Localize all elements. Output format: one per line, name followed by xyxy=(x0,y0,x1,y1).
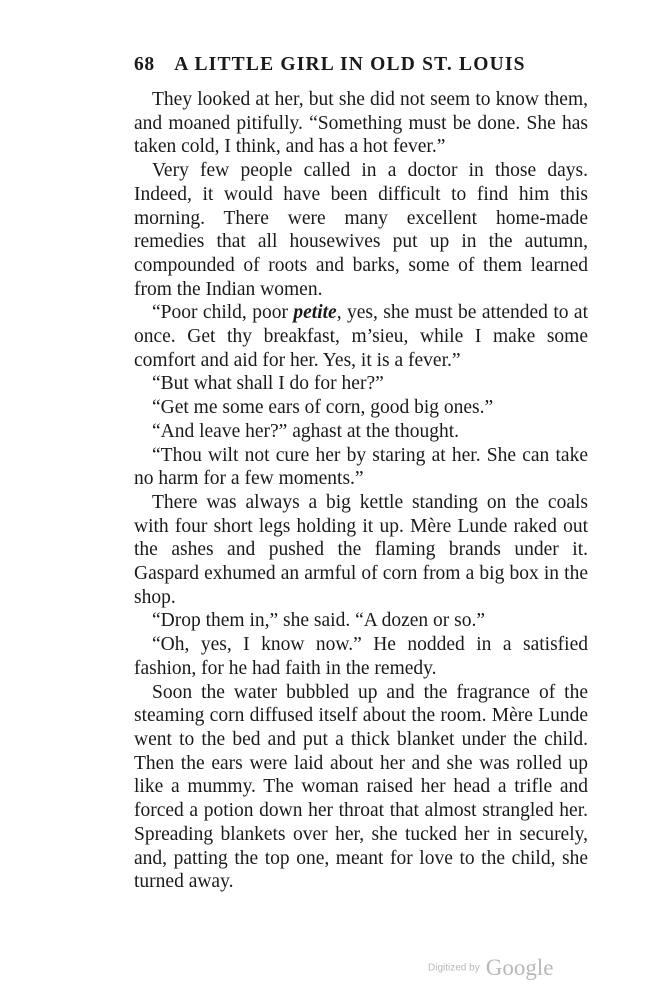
page-number: 68 xyxy=(134,54,155,75)
digitization-watermark xyxy=(428,955,588,981)
paragraph: Soon the water bubbled up and the fragrance of the steaming corn diffused itself about the room. Mère Lunde went to the bed and put a thick blanket under the child. Then the ears were laid about her and she was rolled up like a mummy. The woman raised her head a trifle and forced a potion down her throat that almost strangled her. Spreading blankets over her, she tucked her in securely, and, patting the top one, meant for love to the child, she turned away. xyxy=(134,681,588,893)
paragraph: “Get me some ears of corn, good big ones.” xyxy=(152,397,494,419)
book-title: A LITTLE GIRL IN OLD ST. LOUIS xyxy=(174,54,526,75)
paragraph: They looked at her, but she did not seem to know them, and moaned pitifully. “Something must be done. She has taken cold, I think, and has a hot fever.” xyxy=(134,89,588,158)
watermark-prefix: Digitized by xyxy=(428,962,480,974)
paragraph: “Poor child, poor petite, yes, she must be attended to at once. Get thy breakfast, m’sieu, while I make some comfort and aid for her. Yes, it is a fever.” xyxy=(134,302,589,371)
body-text xyxy=(134,88,588,894)
paragraph: “Drop them in,” she said. “A dozen or so.” xyxy=(152,610,486,632)
paragraph: “Thou wilt not cure her by staring at her. She can take no harm for a few moments.” xyxy=(134,444,588,490)
running-head xyxy=(134,54,588,84)
paragraph: “But what shall I do for her?” xyxy=(152,373,384,395)
paragraph: “And leave her?” aghast at the thought. xyxy=(152,420,460,442)
italic-word: petite xyxy=(293,302,337,324)
paragraph: There was always a big kettle standing on the coals with four short legs holding it up. Mère Lunde raked out the ashes and pushed the flaming brands under it. Gaspard exhumed an armful of corn from a big box in the shop. xyxy=(134,491,588,608)
paragraph: “Oh, yes, I know now.” He nodded in a satisfied fashion, for he had faith in the remedy. xyxy=(134,634,588,679)
watermark-brand: Google xyxy=(485,955,554,980)
paragraph: Very few people called in a doctor in those days. Indeed, it would have been difficult to find him this morning. There were many excellent home-made remedies that all housewives put up in the autumn, compounded of roots and barks, some of them learned from the Indian women. xyxy=(134,160,588,300)
